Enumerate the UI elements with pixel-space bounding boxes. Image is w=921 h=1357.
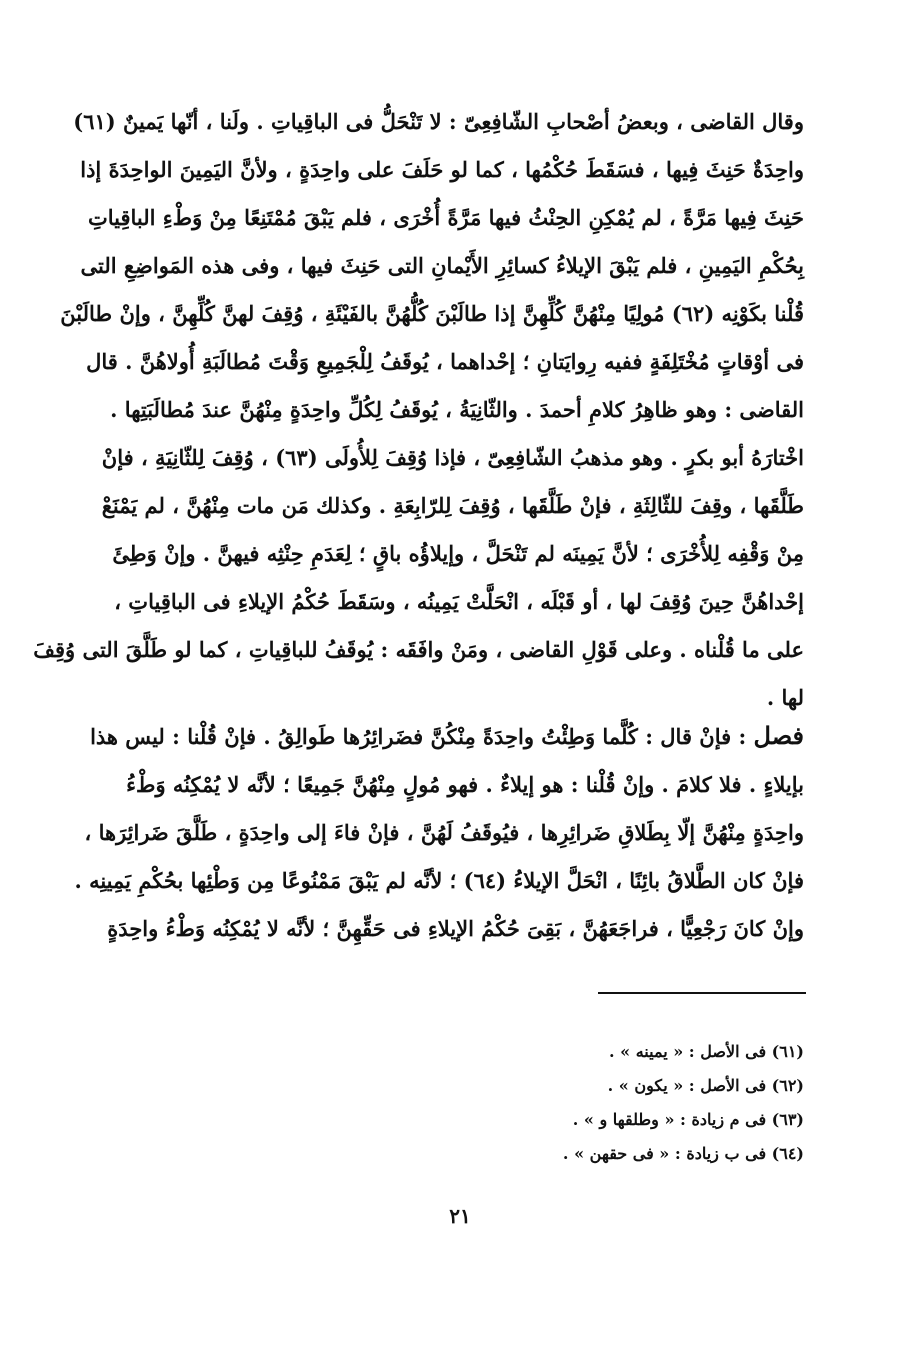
- text-line: بِحُكْمِ اليَمِينِ ، فلم يَبْقَ الإيلاءُ كسائِرِ الأَيْمانِ التى حَنِثَ فيها ، وفى هذه المَواضِعِ التى: [80, 253, 804, 278]
- footnote-separator: [598, 992, 806, 994]
- text-line: بإيلاءٍ . فلا كلامَ . وإنْ قُلْنا : هو إيلاءٌ . فهو مُولٍ مِنْهُنَّ جَمِيعًا ؛ لأنَّه لا يُمْكِنُه وَطْءُ: [126, 772, 804, 797]
- paragraph-1: [33, 98, 804, 722]
- section-heading-word: فصل: [753, 721, 804, 750]
- footnote: (٦٢) فى الأصل : « يكون » .: [607, 1076, 804, 1095]
- text-line: وإنْ كانَ رَجْعِيًّا ، فراجَعَهُنَّ ، بَقِىَ حُكْمُ الإيلاءِ فى حَقِّهِنَّ ؛ لأنَّه لا يُمْكِنُه وَطْءُ واحِدَةٍ: [107, 916, 804, 941]
- text-line: القاضى : وهو ظاهِرُ كلامِ أحمدَ . والثّانِيَةُ ، يُوقَفُ لِكُلِّ واحِدَةٍ مِنْهُنَّ عندَ مُطالَبَتِها .: [110, 397, 804, 422]
- footnote: (٦٣) فى م زيادة : « وطلقها و » .: [572, 1110, 804, 1129]
- text-line: [90, 712, 804, 761]
- text-line: لها .: [766, 685, 804, 710]
- text-line: طَلَّقَها ، وقِفَ للثّالِثَةِ ، فإنْ طَلَّقَها ، وُقِفَ لِلرّابِعَةِ . وكذلك مَن مات مِنْهُنَّ ، لم يَمْنَعْ: [101, 493, 804, 518]
- footnote: (٦١) فى الأصل : « يمينه » .: [609, 1042, 804, 1061]
- text-line: فى أوْقاتٍ مُخْتَلِفَةٍ ففيه رِوايَتانِ ؛ إحْداهما ، يُوقَفُ لِلْجَمِيعِ وَقْتَ مُطالَبَةِ أُولاهُنَّ . قال: [86, 349, 804, 374]
- text-line: مِنْ وَقْفِه لِلأُخْرَى ؛ لأنَّ يَمِينَه لم تَنْحَلَّ ، وإيلاؤُه باقٍ ؛ لِعَدَمِ حِنْثِه فيهنَّ . وإنْ وَطِئَ: [112, 541, 804, 566]
- text-line: واحِدَةٍ مِنْهُنَّ إلّا بِطَلاقِ ضَرائِرِها ، فيُوقَفُ لَهُنَّ ، فإنْ فاءَ إلى واحِدَةٍ ، طَلَّقَ ضَرائِرَها ،: [84, 820, 804, 845]
- footnote: (٦٤) فى ب زيادة : « فى حقهن » .: [562, 1144, 804, 1163]
- paragraph-2: [74, 712, 804, 953]
- text-line: وقال القاضى ، وبعضُ أصْحابِ الشّافِعِىّ : لا تَنْحَلُّ فى الباقِياتِ . ولَنا ، أنّها يَمينٌ (٦١): [73, 109, 804, 134]
- text-line: قُلْنا بكَوْنِه (٦٢) مُولِيًا مِنْهُنَّ كُلِّهِنَّ إذا طالَبْنَ كُلُّهُنَّ بالفَيْئَةِ ، وُقِفَ لهنَّ كُلِّهِنَّ ، وإنْ طالَبْنَ: [60, 301, 804, 326]
- text-line: واحِدَةٌ حَنِثَ فِيها ، فسَقَطَ حُكْمُها ، كما لو حَلَفَ على واحِدَةٍ ، ولأنَّ اليَمِينَ الواحِدَةَ إذا: [80, 157, 804, 182]
- text-line: إحْداهُنَّ حِينَ وُقِفَ لها ، أو قَبْلَه ، انْحَلَّتْ يَمِينُه ، وسَقَطَ حُكْمُ الإيلاءِ فى الباقِياتِ ،: [114, 589, 804, 614]
- text-line: فإنْ كان الطَّلاقُ بائِنًا ، انْحَلَّ الإيلاءُ (٦٤) ؛ لأنَّه لم يَبْقَ مَمْنُوعًا مِن وَطْئِها بحُكْمِ يَمِينِه .: [74, 868, 804, 893]
- text-line-rest: : فإنْ قال : كُلَّما وَطِئْتُ واحِدَةً مِنْكُنَّ فضَرائِرُها طَوالِقُ . فإنْ قُلْنا : ليس هذا: [90, 724, 747, 749]
- text-line: حَنِثَ فِيها مَرَّةً ، لم يُمْكِنِ الحِنْثُ فيها مَرَّةً أُخْرَى ، فلم يَبْقَ مُمْتَنِعًا مِنْ وَطْءِ الباقِياتِ: [87, 205, 804, 230]
- text-line: اخْتارَهُ أبو بكرٍ . وهو مذهبُ الشّافِعِىّ ، فإذا وُقِفَ لِلأُولَى (٦٣) ، وُقِفَ لِلثّانِيَةِ ، فإنْ: [101, 445, 804, 470]
- text-line: على ما قُلْناه . وعلى قَوْلِ القاضى ، ومَنْ وافَقَه : يُوقَفُ للباقِياتِ ، كما لو طَلَّقَ التى وُقِفَ: [33, 637, 804, 662]
- footnotes: [400, 1035, 804, 1171]
- page-number: ٢١: [449, 1204, 471, 1228]
